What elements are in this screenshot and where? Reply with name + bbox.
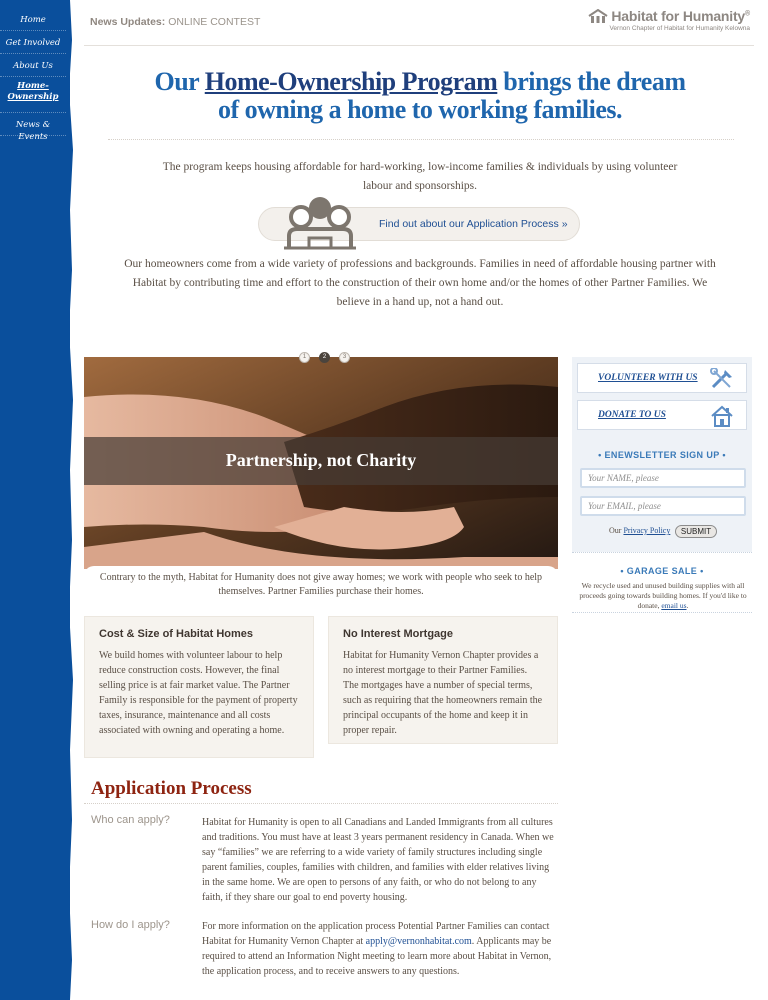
hero-divider <box>108 139 734 140</box>
nav-home[interactable]: Home <box>0 8 66 31</box>
privacy-policy-link[interactable]: Privacy Policy <box>623 526 671 535</box>
nav-get-involved[interactable]: Get Involved <box>0 31 66 54</box>
donate-label: DONATE TO US <box>598 410 666 420</box>
logo-title-row <box>588 8 750 24</box>
carousel-pagination <box>297 352 357 364</box>
torn-paper-edge <box>66 0 76 1000</box>
how-apply-label: How do I apply? <box>91 919 170 931</box>
who-can-apply-label: Who can apply? <box>91 814 170 826</box>
hero-line2: of owning a home to working families. <box>218 95 622 124</box>
application-divider <box>84 803 558 804</box>
newsletter-submit-button[interactable]: SUBMIT <box>675 525 717 538</box>
house-donate-icon <box>710 405 734 427</box>
garage-sale-title: • GARAGE SALE • <box>620 566 704 576</box>
right-sidebar <box>572 357 752 552</box>
left-sidebar <box>0 0 70 1000</box>
news-prefix: News Updates: <box>90 16 166 28</box>
people-icon <box>281 196 359 250</box>
logo-subtitle: Vernon Chapter of Habitat for Humanity Kelowna <box>609 25 750 32</box>
carousel-dot-2[interactable]: 2 <box>319 352 330 363</box>
news-updates[interactable] <box>90 16 260 28</box>
how-apply-post: . Applicants may be required to attend an Information Night meeting to learn more about Habitat in Vernon, the application process, and to receive answers to any questions. <box>202 936 552 977</box>
application-process-title: Application Process <box>91 778 252 799</box>
carousel-dot-1[interactable]: 1 <box>299 352 310 363</box>
cost-size-text: We build homes with volunteer labour to help reduce construction costs. However, the final selling price is at fair market value. The Partner Family is responsible for the payment of property taxes, insurance, maintenance and all costs associated with owning and operating a home. <box>99 650 298 736</box>
newsletter-email-input[interactable]: Your EMAIL, please <box>580 496 746 516</box>
no-interest-text: Habitat for Humanity Vernon Chapter provides a no interest mortgage to their Partner Families. The mortgages have a number of special terms, such as requiring that the homeowners remain the principal occupants of the home and keep it in proper repair. <box>343 650 543 736</box>
no-interest-title: No Interest Mortgage <box>343 628 454 640</box>
how-apply-text <box>202 919 558 979</box>
no-interest-box <box>328 616 558 744</box>
donate-button[interactable] <box>577 400 747 430</box>
intro-text: The program keeps housing affordable for hard-working, low-income families & individuals by using volunteer labour and sponsorships. <box>162 161 678 192</box>
logo-reg: ® <box>745 10 750 18</box>
news-value: ONLINE CONTEST <box>168 16 261 28</box>
hero-pre: Our <box>154 67 205 96</box>
enewsletter-title: • ENEWSLETTER SIGN UP • <box>598 450 726 460</box>
how-apply-pre: For more information on the application process Potential Partner Families can contact Habitat for Humanity Vernon Chapter at <box>202 921 550 947</box>
carousel-caption: Partnership, not Charity <box>225 450 417 470</box>
newsletter-name-input[interactable]: Your NAME, please <box>580 468 746 488</box>
top-bar <box>84 0 754 46</box>
privacy-policy-text <box>609 526 670 535</box>
application-process-pill[interactable] <box>258 207 580 241</box>
nav-news-events[interactable]: News & Events <box>0 113 66 136</box>
hero-heading <box>100 68 740 124</box>
nav-about-us[interactable]: About Us <box>0 54 66 77</box>
nav-home-ownership-line1: Home- <box>17 81 49 91</box>
main-nav <box>0 8 66 142</box>
garage-post: . <box>686 601 689 610</box>
right-divider-bottom <box>572 612 752 613</box>
garage-email-link[interactable]: email us <box>661 601 687 610</box>
nav-home-ownership-line2: Ownership <box>7 92 59 102</box>
habitat-logo[interactable] <box>588 8 750 32</box>
cost-size-box <box>84 616 314 758</box>
carousel-note: Contrary to the myth, Habitat for Humanity does not give away homes; we work with people who seek to help themselves. Partner Families purchase their homes. <box>99 572 543 597</box>
home-ownership-link[interactable]: Home-Ownership Program <box>204 67 498 96</box>
nav-home-ownership[interactable] <box>0 77 66 113</box>
carousel-dot-3[interactable]: 3 <box>339 352 350 363</box>
privacy-pre: Our <box>609 526 624 535</box>
house-logo-icon <box>588 9 608 23</box>
photo-carousel[interactable] <box>84 357 558 569</box>
hero-post: brings the dream <box>497 67 686 96</box>
who-can-apply-text: Habitat for Humanity is open to all Canadians and Landed Immigrants from all cultures and traditions. You must have at least 3 years permanent residency in Canada. When we say “families” we are referring to a wide variety of family structures including single parent families, couples, families with children, and families with elder relatives living in the same home. We are open to persons of any faith, or who do not belong to any faith, if they share our goal to end poverty housing. <box>202 817 554 903</box>
apply-email-link[interactable]: apply@vernonhabitat.com <box>365 936 472 947</box>
garage-pre: We recycle used and unused building supplies with all proceeds going towards building homes. If you'd like to donate, <box>579 581 747 610</box>
homeowners-text: Our homeowners come from a wide variety of professions and backgrounds. Families in need of affordable housing partner with Habitat by contributing time and effort to the construction of their own home and/or the homes of other Partner Families. We believe in a hand up, not a hand out. <box>124 258 716 308</box>
logo-title: Habitat for Humanity <box>611 8 746 24</box>
garage-sale-text <box>578 581 748 611</box>
volunteer-button[interactable] <box>577 363 747 393</box>
right-divider <box>572 552 752 553</box>
tools-icon <box>710 368 734 390</box>
application-process-link[interactable]: Find out about our Application Process » <box>379 218 568 230</box>
cost-size-title: Cost & Size of Habitat Homes <box>99 628 254 640</box>
volunteer-label: VOLUNTEER WITH US <box>598 373 698 383</box>
